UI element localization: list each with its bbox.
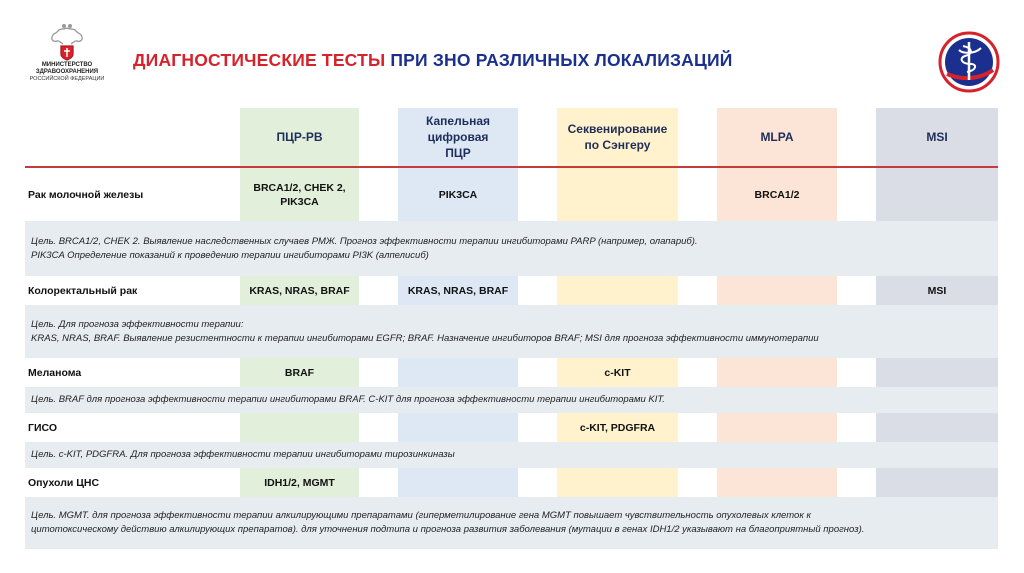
note-line: Цель. BRAF для прогноза эффективности терапии ингибиторами BRAF. C-KIT для прогноза эффективности терапии ингибиторами KIT. — [31, 394, 665, 405]
note-line: PIK3CA Определение показаний к проведению терапии ингибиторами PI3K (алпелисиб) — [31, 249, 429, 261]
note-line: Цель. MGMT. для прогноза эффективности терапии алкилирующими препаратами (гиперметилирование гена MGMT повышает чувствительность опухолевых клеток к — [31, 510, 811, 521]
row-label-colorectal: Колоректальный рак — [28, 284, 138, 297]
ministry-line-1: МИНИСТЕРСТВО — [41, 62, 93, 68]
note-melanoma — [25, 387, 998, 413]
cell-gist-sanger: c-KIT, PDGFRA — [579, 421, 656, 434]
row-label-melanoma: Меланома — [28, 366, 82, 379]
column-header-pcr: ПЦР-РВ — [276, 130, 323, 144]
note-colorectal — [25, 305, 998, 358]
ministry-line-3: РОССИЙСКОЙ ФЕДЕРАЦИИ — [29, 76, 105, 82]
note-line: цитотоксическому действию алкилирующих препаратов). для уточнения подтипа и прогноза развития заболевания (мутации в генах IDH1/2 указывают на благоприятный прогноз). — [31, 524, 865, 535]
column-header-msi: MSI — [926, 130, 948, 144]
cell-colorectal-pcr: KRAS, NRAS, BRAF — [249, 284, 350, 297]
column-header-ddpcr: Капельная цифровая ПЦР — [426, 114, 490, 160]
title-part-red: ДИАГНОСТИЧЕСКИЕ ТЕСТЫ — [133, 50, 386, 70]
cell-melanoma-sanger: c-KIT — [604, 366, 631, 379]
row-label-gist: ГИСО — [28, 421, 57, 434]
note-line: Цель. Для прогноза эффективности терапии: — [31, 318, 244, 330]
column-header-sanger: Секвенирование по Сэнгеру — [567, 122, 668, 152]
page-title — [133, 50, 733, 71]
cell-melanoma-pcr: BRAF — [284, 366, 315, 379]
note-gist — [25, 442, 998, 468]
cell-cns-pcr: IDH1/2, MGMT — [264, 476, 335, 489]
medical-emblem-icon — [937, 30, 1001, 99]
row-label-breast: Рак молочной железы — [28, 188, 144, 201]
cell-breast-pcr: BRCA1/2, CHEK 2, PIK3CA — [253, 181, 346, 208]
note-cns — [25, 497, 998, 549]
title-part-blue: ПРИ ЗНО РАЗЛИЧНЫХ ЛОКАЛИЗАЦИЙ — [390, 50, 733, 70]
note-line: Цель. c-KIT, PDGFRA. Для прогноза эффективности терапии ингибиторами тирозинкиназы — [31, 449, 455, 460]
ministry-logo — [22, 22, 112, 83]
row-label-cns: Опухоли ЦНС — [28, 476, 100, 489]
note-line: KRAS, NRAS, BRAF. Выявление резистентности к терапии ингибиторами EGFR; BRAF. Назначение ингибиторов BRAF; MSI для прогноза эффективности иммунотерапии — [31, 332, 819, 344]
cell-breast-ddpcr: PIK3CA — [438, 188, 478, 201]
ministry-line-2: ЗДРАВООХРАНЕНИЯ — [35, 69, 99, 75]
column-header-mlpa: MLPA — [760, 130, 794, 144]
note-breast — [25, 221, 998, 276]
cell-breast-mlpa: BRCA1/2 — [754, 188, 800, 201]
note-line: Цель. BRCA1/2, CHEK 2. Выявление наследственных случаев РМЖ. Прогноз эффективности терапии ингибиторами PARP (например, олапариб). — [31, 235, 698, 247]
double-headed-eagle-icon — [47, 22, 87, 62]
cell-colorectal-msi: MSI — [927, 284, 947, 297]
cell-colorectal-ddpcr: KRAS, NRAS, BRAF — [407, 284, 509, 297]
